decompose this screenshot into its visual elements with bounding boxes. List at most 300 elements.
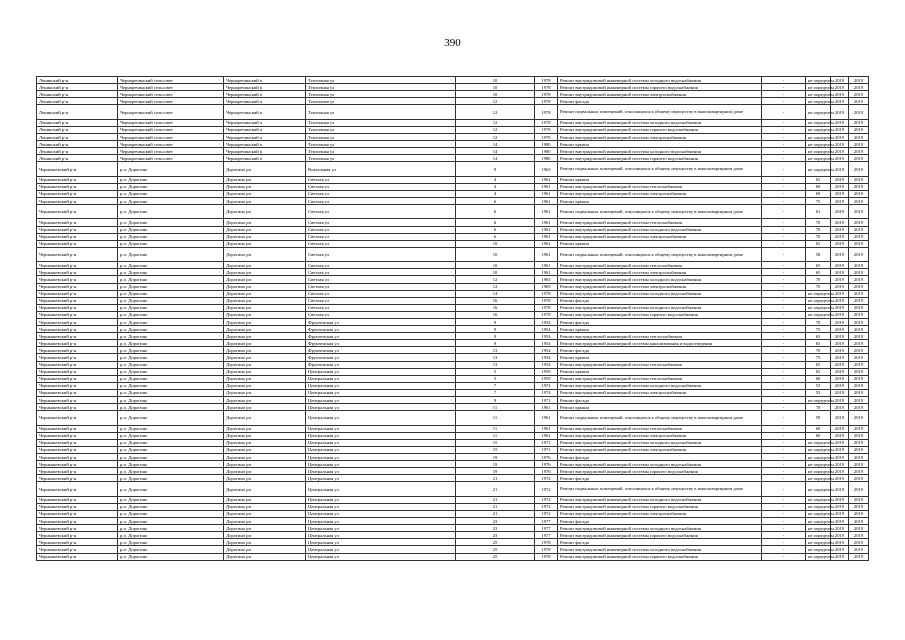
cost-cell: не определен <box>806 482 831 496</box>
work-type-cell: Ремонт фасада <box>558 319 762 326</box>
street-cell: Тепличная ул <box>306 141 456 148</box>
end-year-cell: 2019 <box>849 326 869 333</box>
cost-cell: 65 <box>806 262 831 269</box>
house-number-cell: 14 <box>456 290 535 297</box>
locality-cell: Дорогино рп <box>224 404 306 411</box>
house-number-cell: 7 <box>456 389 535 396</box>
locality-cell: Дорогино рп <box>224 546 306 553</box>
locality-cell: Дорогино рп <box>224 183 306 190</box>
locality-cell: Дорогино рп <box>224 304 306 311</box>
start-year-cell: 2019 <box>831 190 849 197</box>
dash-cell: - <box>762 155 806 162</box>
street-cell: Светлая ул <box>306 297 456 304</box>
work-type-cell: Ремонт фасада <box>558 98 762 105</box>
start-year-cell: 2019 <box>831 546 849 553</box>
street-cell: Светлая ул <box>306 233 456 240</box>
start-year-cell: 2019 <box>831 532 849 539</box>
locality-cell: Дорогино рп <box>224 340 306 347</box>
house-number-cell: 19 <box>456 453 535 460</box>
table-row <box>37 361 869 368</box>
build-year-cell: 1980 <box>535 155 558 162</box>
cost-cell: 75 <box>806 354 831 361</box>
cost-cell: 70 <box>806 319 831 326</box>
locality-cell: Дорогино рп <box>224 375 306 382</box>
street-cell: Центральная ул <box>306 539 456 546</box>
start-year-cell: 2019 <box>831 425 849 432</box>
cost-cell: 65 <box>806 340 831 347</box>
locality-cell: Дорогино рп <box>224 397 306 404</box>
cost-cell: не определен <box>806 141 831 148</box>
locality-cell: Дорогино рп <box>224 290 306 297</box>
table-row <box>37 183 869 190</box>
cost-cell: 70 <box>806 276 831 283</box>
locality-cell: Дорогино рп <box>224 262 306 269</box>
start-year-cell: 2019 <box>831 205 849 219</box>
dash-cell: - <box>762 269 806 276</box>
locality-cell: Дорогино рп <box>224 162 306 176</box>
cost-cell: не определен <box>806 311 831 318</box>
house-number-cell: 10 <box>456 84 535 91</box>
end-year-cell: 2019 <box>849 283 869 290</box>
build-year-cell: 1961 <box>535 269 558 276</box>
build-year-cell: 1978 <box>535 297 558 304</box>
build-year-cell: 1974 <box>535 389 558 396</box>
start-year-cell: 2019 <box>831 354 849 361</box>
street-cell: Тепличная ул <box>306 98 456 105</box>
start-year-cell: 2019 <box>831 446 849 453</box>
work-type-cell: Ремонт внутридомовой инженерной системы холодного водоснабжения <box>558 546 762 553</box>
build-year-cell: 1959 <box>535 375 558 382</box>
dash-cell: - <box>762 219 806 226</box>
start-year-cell: 2019 <box>831 233 849 240</box>
cost-cell: 75 <box>806 198 831 205</box>
settlement-cell: Черноречинский сельсовет <box>118 126 224 133</box>
district-cell: Чернышевский р-н <box>37 226 118 233</box>
district-cell: Чернышевский р-н <box>37 382 118 389</box>
end-year-cell: 2019 <box>849 389 869 396</box>
work-type-cell: Ремонт фасада <box>558 347 762 354</box>
start-year-cell: 2019 <box>831 326 849 333</box>
locality-cell: Черноречинский п <box>224 155 306 162</box>
settlement-cell: Черноречинский сельсовет <box>118 105 224 119</box>
build-year-cell: 1978 <box>535 105 558 119</box>
locality-cell: Черноречинский п <box>224 141 306 148</box>
street-cell: Фрунзенская ул <box>306 347 456 354</box>
work-type-cell: Ремонт внутридомовой инженерной системы холодного водоснабжения <box>558 119 762 126</box>
start-year-cell: 2019 <box>831 333 849 340</box>
locality-cell: Черноречинский п <box>224 119 306 126</box>
settlement-cell: р.п. Дорогино <box>118 354 224 361</box>
start-year-cell: 2019 <box>831 77 849 84</box>
table-row <box>37 269 869 276</box>
house-number-cell: 14 <box>456 141 535 148</box>
house-number-cell: 5 <box>456 375 535 382</box>
start-year-cell: 2019 <box>831 148 849 155</box>
house-number-cell: 12 <box>456 126 535 133</box>
dash-cell: - <box>762 525 806 532</box>
district-cell: Ленинский р-н <box>37 91 118 98</box>
district-cell: Чернышевский р-н <box>37 404 118 411</box>
district-cell: Ленинский р-н <box>37 141 118 148</box>
end-year-cell: 2019 <box>849 133 869 140</box>
cost-cell: 61 <box>806 205 831 219</box>
house-number-cell: 9 <box>456 340 535 347</box>
table-row <box>37 198 869 205</box>
settlement-cell: р.п. Дорогино <box>118 290 224 297</box>
settlement-cell: р.п. Дорогино <box>118 226 224 233</box>
dash-cell: - <box>762 368 806 375</box>
start-year-cell: 2019 <box>831 198 849 205</box>
street-cell: Тепличная ул <box>306 155 456 162</box>
locality-cell: Дорогино рп <box>224 190 306 197</box>
street-cell: Центральная ул <box>306 368 456 375</box>
street-cell: Светлая ул <box>306 304 456 311</box>
locality-cell: Дорогино рп <box>224 518 306 525</box>
work-type-cell: Ремонт внутридомовой инженерной системы горячего водоснабжения <box>558 532 762 539</box>
cost-cell: 59 <box>806 411 831 425</box>
work-type-cell: Ремонт внутридомовой инженерной системы горячего водоснабжения <box>558 553 762 560</box>
end-year-cell: 2019 <box>849 553 869 560</box>
dash-cell: - <box>762 148 806 155</box>
table-row <box>37 276 869 283</box>
locality-cell: Дорогино рп <box>224 297 306 304</box>
district-cell: Чернышевский р-н <box>37 453 118 460</box>
cost-cell: 65 <box>806 361 831 368</box>
build-year-cell: 1961 <box>535 183 558 190</box>
end-year-cell: 2019 <box>849 453 869 460</box>
street-cell: Центральная ул <box>306 397 456 404</box>
build-year-cell: 1978 <box>535 133 558 140</box>
street-cell: Центральная ул <box>306 532 456 539</box>
build-year-cell: 1976 <box>535 461 558 468</box>
cost-cell: не определен <box>806 91 831 98</box>
district-cell: Чернышевский р-н <box>37 340 118 347</box>
build-year-cell: 1978 <box>535 98 558 105</box>
start-year-cell: 2019 <box>831 453 849 460</box>
work-type-cell: Ремонт внутридомовой инженерной системы холодного водоснабжения <box>558 382 762 389</box>
dash-cell: - <box>762 397 806 404</box>
district-cell: Чернышевский р-н <box>37 290 118 297</box>
table-row <box>37 155 869 162</box>
end-year-cell: 2019 <box>849 347 869 354</box>
build-year-cell: 1977 <box>535 525 558 532</box>
house-number-cell: 19 <box>456 461 535 468</box>
build-year-cell: 1978 <box>535 553 558 560</box>
settlement-cell: р.п. Дорогино <box>118 453 224 460</box>
table-row <box>37 226 869 233</box>
table-row <box>37 133 869 140</box>
start-year-cell: 2019 <box>831 496 849 503</box>
work-type-cell: Ремонт внутридомовой инженерной системы электроснабжения <box>558 510 762 517</box>
district-cell: Чернышевский р-н <box>37 389 118 396</box>
district-cell: Чернышевский р-н <box>37 468 118 475</box>
start-year-cell: 2019 <box>831 119 849 126</box>
table-row <box>37 518 869 525</box>
build-year-cell: 1978 <box>535 311 558 318</box>
start-year-cell: 2019 <box>831 219 849 226</box>
settlement-cell: р.п. Дорогино <box>118 539 224 546</box>
start-year-cell: 2019 <box>831 126 849 133</box>
district-cell: Чернышевский р-н <box>37 240 118 247</box>
build-year-cell: 1961 <box>535 262 558 269</box>
locality-cell: Дорогино рп <box>224 553 306 560</box>
district-cell: Чернышевский р-н <box>37 297 118 304</box>
end-year-cell: 2019 <box>849 190 869 197</box>
start-year-cell: 2019 <box>831 133 849 140</box>
street-cell: Центральная ул <box>306 468 456 475</box>
table-row <box>37 126 869 133</box>
settlement-cell: р.п. Дорогино <box>118 382 224 389</box>
end-year-cell: 2019 <box>849 233 869 240</box>
table-row <box>37 532 869 539</box>
table-row <box>37 546 869 553</box>
cost-cell: не определен <box>806 468 831 475</box>
street-cell: Тепличная ул <box>306 148 456 155</box>
house-number-cell: 9 <box>456 162 535 176</box>
dash-cell: - <box>762 468 806 475</box>
build-year-cell: 1954 <box>535 347 558 354</box>
street-cell: Светлая ул <box>306 247 456 261</box>
build-year-cell: 1978 <box>535 126 558 133</box>
work-type-cell: Ремонт крыши <box>558 176 762 183</box>
street-cell: Центральная ул <box>306 411 456 425</box>
table-row <box>37 439 869 446</box>
work-type-cell: Ремонт внутридомовой инженерной системы холодного водоснабжения <box>558 525 762 532</box>
cost-cell: 53 <box>806 382 831 389</box>
start-year-cell: 2019 <box>831 510 849 517</box>
settlement-cell: р.п. Дорогино <box>118 326 224 333</box>
house-number-cell: 4 <box>456 190 535 197</box>
cost-cell: не определен <box>806 162 831 176</box>
street-cell: Тепличная ул <box>306 91 456 98</box>
house-number-cell: 14 <box>456 148 535 155</box>
street-cell: Светлая ул <box>306 262 456 269</box>
table-row <box>37 311 869 318</box>
start-year-cell: 2019 <box>831 311 849 318</box>
cost-cell: не определен <box>806 439 831 446</box>
build-year-cell: 1978 <box>535 290 558 297</box>
house-number-cell: 10 <box>456 240 535 247</box>
dash-cell: - <box>762 190 806 197</box>
start-year-cell: 2019 <box>831 283 849 290</box>
end-year-cell: 2019 <box>849 290 869 297</box>
settlement-cell: р.п. Дорогино <box>118 219 224 226</box>
settlement-cell: р.п. Дорогино <box>118 162 224 176</box>
house-number-cell: 15 <box>456 446 535 453</box>
end-year-cell: 2019 <box>849 276 869 283</box>
street-cell: Центральная ул <box>306 546 456 553</box>
settlement-cell: р.п. Дорогино <box>118 425 224 432</box>
table-row <box>37 247 869 261</box>
work-type-cell: Ремонт внутридомовой инженерной системы канализования и водоотведения <box>558 340 762 347</box>
locality-cell: Дорогино рп <box>224 503 306 510</box>
house-number-cell: 6 <box>456 233 535 240</box>
dash-cell: - <box>762 411 806 425</box>
locality-cell: Дорогино рп <box>224 226 306 233</box>
settlement-cell: р.п. Дорогино <box>118 375 224 382</box>
street-cell: Центральная ул <box>306 389 456 396</box>
work-type-cell: Ремонт внутридомовой инженерной системы холодного водоснабжения <box>558 304 762 311</box>
district-cell: Чернышевский р-н <box>37 482 118 496</box>
street-cell: Центральная ул <box>306 439 456 446</box>
work-type-cell: Ремонт внутридомовой инженерной системы электроснабжения <box>558 91 762 98</box>
start-year-cell: 2019 <box>831 468 849 475</box>
cost-cell: не определен <box>806 119 831 126</box>
work-type-cell: Ремонт фасада <box>558 297 762 304</box>
street-cell: Светлая ул <box>306 311 456 318</box>
district-cell: Чернышевский р-н <box>37 496 118 503</box>
cost-cell: не определен <box>806 77 831 84</box>
dash-cell: - <box>762 133 806 140</box>
work-type-cell: Ремонт подвальных помещений, относящихся к общему имуществу в многоквартирном доме <box>558 105 762 119</box>
house-number-cell: 11 <box>456 404 535 411</box>
table-row <box>37 496 869 503</box>
cost-cell: 75 <box>806 326 831 333</box>
street-cell: Центральная ул <box>306 453 456 460</box>
locality-cell: Черноречинский п <box>224 105 306 119</box>
end-year-cell: 2019 <box>849 425 869 432</box>
end-year-cell: 2019 <box>849 148 869 155</box>
street-cell: Центральная ул <box>306 382 456 389</box>
settlement-cell: р.п. Дорогино <box>118 546 224 553</box>
end-year-cell: 2019 <box>849 361 869 368</box>
locality-cell: Дорогино рп <box>224 432 306 439</box>
district-cell: Чернышевский р-н <box>37 304 118 311</box>
dash-cell: - <box>762 283 806 290</box>
work-type-cell: Ремонт внутридомовой инженерной системы электроснабжения <box>558 233 762 240</box>
table-row <box>37 326 869 333</box>
end-year-cell: 2019 <box>849 382 869 389</box>
district-cell: Чернышевский р-н <box>37 411 118 425</box>
end-year-cell: 2019 <box>849 297 869 304</box>
work-type-cell: Ремонт внутридомовой инженерной системы электроснабжения <box>558 190 762 197</box>
settlement-cell: Черноречинский сельсовет <box>118 133 224 140</box>
house-number-cell: 13 <box>456 354 535 361</box>
settlement-cell: р.п. Дорогино <box>118 439 224 446</box>
dash-cell: - <box>762 183 806 190</box>
house-number-cell: 12 <box>456 105 535 119</box>
cost-cell: 70 <box>806 283 831 290</box>
street-cell: Тепличная ул <box>306 126 456 133</box>
work-type-cell: Ремонт крыши <box>558 368 762 375</box>
settlement-cell: р.п. Дорогино <box>118 269 224 276</box>
street-cell: Светлая ул <box>306 205 456 219</box>
work-type-cell: Ремонт фасада <box>558 518 762 525</box>
district-cell: Ленинский р-н <box>37 133 118 140</box>
street-cell: Центральная ул <box>306 375 456 382</box>
district-cell: Чернышевский р-н <box>37 190 118 197</box>
table-row <box>37 119 869 126</box>
end-year-cell: 2019 <box>849 439 869 446</box>
build-year-cell: 1961 <box>535 205 558 219</box>
table-row <box>37 262 869 269</box>
house-number-cell: 21 <box>456 510 535 517</box>
dash-cell: - <box>762 453 806 460</box>
start-year-cell: 2019 <box>831 240 849 247</box>
house-number-cell: 10 <box>456 77 535 84</box>
start-year-cell: 2019 <box>831 368 849 375</box>
house-number-cell: 10 <box>456 269 535 276</box>
street-cell: Центральная ул <box>306 425 456 432</box>
district-cell: Чернышевский р-н <box>37 368 118 375</box>
district-cell: Чернышевский р-н <box>37 354 118 361</box>
build-year-cell: 1980 <box>535 141 558 148</box>
end-year-cell: 2019 <box>849 525 869 532</box>
street-cell: Центральная ул <box>306 446 456 453</box>
district-cell: Чернышевский р-н <box>37 425 118 432</box>
end-year-cell: 2019 <box>849 91 869 98</box>
district-cell: Чернышевский р-н <box>37 525 118 532</box>
locality-cell: Дорогино рп <box>224 368 306 375</box>
end-year-cell: 2019 <box>849 475 869 482</box>
build-year-cell: 1977 <box>535 518 558 525</box>
table-row <box>37 162 869 176</box>
start-year-cell: 2019 <box>831 276 849 283</box>
street-cell: Светлая ул <box>306 290 456 297</box>
district-cell: Ленинский р-н <box>37 119 118 126</box>
end-year-cell: 2019 <box>849 98 869 105</box>
street-cell: Тепличная ул <box>306 77 456 84</box>
settlement-cell: р.п. Дорогино <box>118 340 224 347</box>
build-year-cell: 1961 <box>535 226 558 233</box>
table-row <box>37 105 869 119</box>
start-year-cell: 2019 <box>831 247 849 261</box>
district-cell: Чернышевский р-н <box>37 347 118 354</box>
locality-cell: Черноречинский п <box>224 84 306 91</box>
work-type-cell: Ремонт подвальных помещений, относящихся к общему имуществу в многоквартирном доме <box>558 205 762 219</box>
locality-cell: Дорогино рп <box>224 461 306 468</box>
work-type-cell: Ремонт внутридомовой инженерной системы теплоснабжения <box>558 333 762 340</box>
dash-cell: - <box>762 553 806 560</box>
work-type-cell: Ремонт внутридомовой инженерной системы холодного водоснабжения <box>558 77 762 84</box>
work-type-cell: Ремонт внутридомовой инженерной системы горячего водоснабжения <box>558 503 762 510</box>
street-cell: Фрунзенская ул <box>306 333 456 340</box>
end-year-cell: 2019 <box>849 333 869 340</box>
district-cell: Чернышевский р-н <box>37 397 118 404</box>
work-type-cell: Ремонт внутридомовой инженерной системы горячего водоснабжения <box>558 468 762 475</box>
build-year-cell: 1961 <box>535 411 558 425</box>
house-number-cell: 21 <box>456 475 535 482</box>
cost-cell: не определен <box>806 446 831 453</box>
locality-cell: Дорогино рп <box>224 439 306 446</box>
end-year-cell: 2019 <box>849 155 869 162</box>
end-year-cell: 2019 <box>849 319 869 326</box>
end-year-cell: 2019 <box>849 340 869 347</box>
start-year-cell: 2019 <box>831 461 849 468</box>
settlement-cell: р.п. Дорогино <box>118 389 224 396</box>
build-year-cell: 1972 <box>535 475 558 482</box>
table-row <box>37 190 869 197</box>
cost-cell: 70 <box>806 404 831 411</box>
cost-cell: не определен <box>806 525 831 532</box>
locality-cell: Дорогино рп <box>224 311 306 318</box>
settlement-cell: р.п. Дорогино <box>118 347 224 354</box>
start-year-cell: 2019 <box>831 340 849 347</box>
build-year-cell: 1954 <box>535 361 558 368</box>
dash-cell: - <box>762 105 806 119</box>
street-cell: Фрунзенская ул <box>306 340 456 347</box>
dash-cell: - <box>762 347 806 354</box>
locality-cell: Дорогино рп <box>224 347 306 354</box>
district-cell: Чернышевский р-н <box>37 262 118 269</box>
cost-cell: 70 <box>806 226 831 233</box>
table-row <box>37 205 869 219</box>
house-number-cell: 21 <box>456 482 535 496</box>
start-year-cell: 2019 <box>831 155 849 162</box>
locality-cell: Дорогино рп <box>224 283 306 290</box>
district-cell: Чернышевский р-н <box>37 162 118 176</box>
build-year-cell: 1961 <box>535 190 558 197</box>
